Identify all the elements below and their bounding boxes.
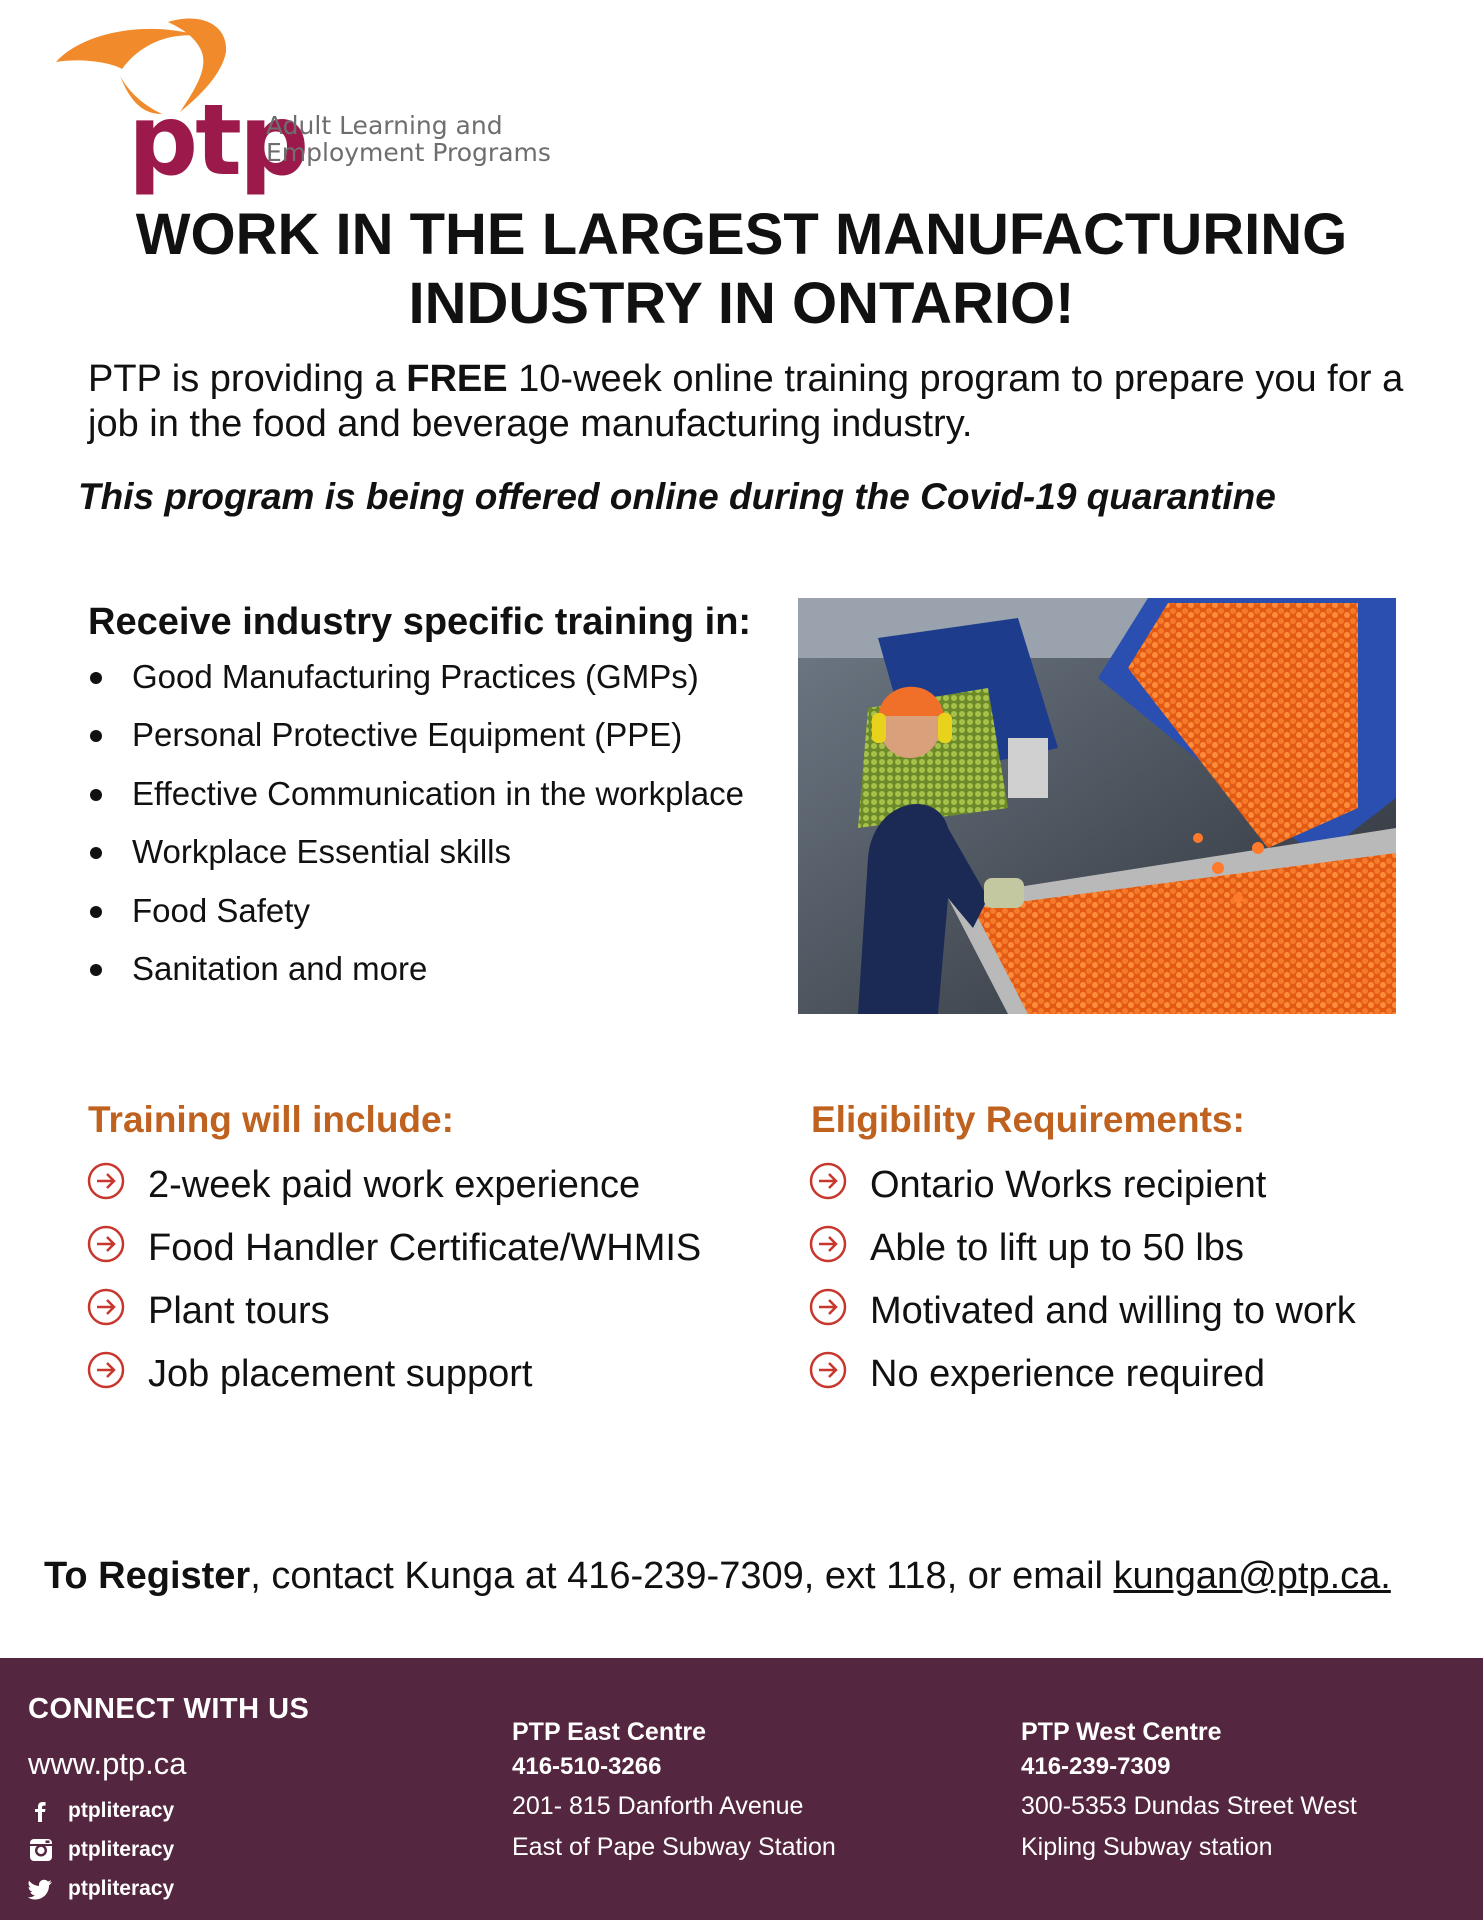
- list-item: Plant tours: [86, 1280, 701, 1343]
- logo-tagline: Adult Learning and Employment Programs: [266, 111, 551, 167]
- bullet-icon: [90, 964, 102, 976]
- circle-arrow-icon: [808, 1350, 848, 1390]
- intro-paragraph: PTP is providing a FREE 10-week online training program to prepare you for a job in the food and beverage manufacturing industry.: [88, 358, 1404, 445]
- west-centre-info: [1021, 1716, 1357, 1868]
- bullet-icon: [90, 906, 102, 918]
- west-centre-address: 300-5353 Dundas Street West: [1021, 1792, 1357, 1820]
- circle-arrow-icon: [86, 1287, 126, 1327]
- bullet-icon: [90, 672, 102, 684]
- ptp-logo: [50, 14, 570, 198]
- circle-arrow-icon: [808, 1287, 848, 1327]
- register-line: To Register, contact Kunga at 416-239-7309, ext 118, or email kungan@ptp.ca.: [44, 1555, 1391, 1597]
- bullet-icon: [90, 730, 102, 742]
- list-item: Food Handler Certificate/WHMIS: [86, 1217, 701, 1280]
- page-title: WORK IN THE LARGEST MANUFACTURING INDUSTRY IN ONTARIO!: [135, 202, 1348, 336]
- includes-heading: Training will include:: [88, 1099, 454, 1140]
- list-item: Personal Protective Equipment (PPE): [88, 706, 744, 764]
- list-item: Ontario Works recipient: [808, 1154, 1356, 1217]
- training-heading: Receive industry specific training in:: [88, 601, 752, 643]
- register-label: To Register: [44, 1555, 251, 1597]
- list-item: Workplace Essential skills: [88, 823, 744, 881]
- covid-notice: This program is being offered online during the Covid-19 quarantine: [78, 476, 1276, 517]
- free-emphasis: FREE: [406, 358, 508, 400]
- circle-arrow-icon: [86, 1350, 126, 1390]
- west-centre-phone: 416-239-7309: [1021, 1753, 1171, 1780]
- list-item: Able to lift up to 50 lbs: [808, 1217, 1356, 1280]
- circle-arrow-icon: [808, 1224, 848, 1264]
- training-list: [88, 648, 744, 998]
- list-item: Food Safety: [88, 882, 744, 940]
- list-item: Motivated and willing to work: [808, 1280, 1356, 1343]
- includes-list: [86, 1154, 701, 1406]
- east-centre-info: [512, 1716, 836, 1868]
- list-item: Job placement support: [86, 1343, 701, 1406]
- connect-heading: CONNECT WITH US: [28, 1693, 310, 1725]
- east-centre-phone: 416-510-3266: [512, 1753, 662, 1780]
- website-link[interactable]: www.ptp.ca: [28, 1746, 187, 1781]
- list-item: 2-week paid work experience: [86, 1154, 701, 1217]
- west-centre-name: PTP West Centre: [1021, 1718, 1222, 1746]
- bullet-icon: [90, 789, 102, 801]
- logo-wordmark: ptp: [128, 84, 307, 198]
- factory-worker-photo: [798, 598, 1396, 1014]
- list-item: Effective Communication in the workplace: [88, 765, 744, 823]
- list-item: Good Manufacturing Practices (GMPs): [88, 648, 744, 706]
- east-centre-subway: East of Pape Subway Station: [512, 1833, 836, 1861]
- email-link[interactable]: kungan@ptp.ca.: [1113, 1555, 1391, 1597]
- circle-arrow-icon: [808, 1161, 848, 1201]
- east-centre-address: 201- 815 Danforth Avenue: [512, 1792, 804, 1820]
- facebook-icon: [28, 1799, 54, 1823]
- list-item: Sanitation and more: [88, 940, 744, 998]
- footer: CONNECT WITH US www.ptp.ca ptpliteracy ptpliteracy ptpliteracy PTP East Centre 416-510-3266 201- 815 Danforth Avenue East of Pape Subway Station PTP West Centre 416-239-7309 300-5353 Dundas Street West Kipling Subway station: [0, 1658, 1483, 1920]
- list-item: No experience required: [808, 1343, 1356, 1406]
- circle-arrow-icon: [86, 1224, 126, 1264]
- eligibility-list: [808, 1154, 1356, 1406]
- bullet-icon: [90, 847, 102, 859]
- eligibility-heading: Eligibility Requirements:: [811, 1099, 1245, 1140]
- instagram-icon: [28, 1838, 54, 1862]
- twitter-icon: [28, 1877, 54, 1901]
- circle-arrow-icon: [86, 1161, 126, 1201]
- west-centre-subway: Kipling Subway station: [1021, 1833, 1273, 1861]
- east-centre-name: PTP East Centre: [512, 1718, 707, 1746]
